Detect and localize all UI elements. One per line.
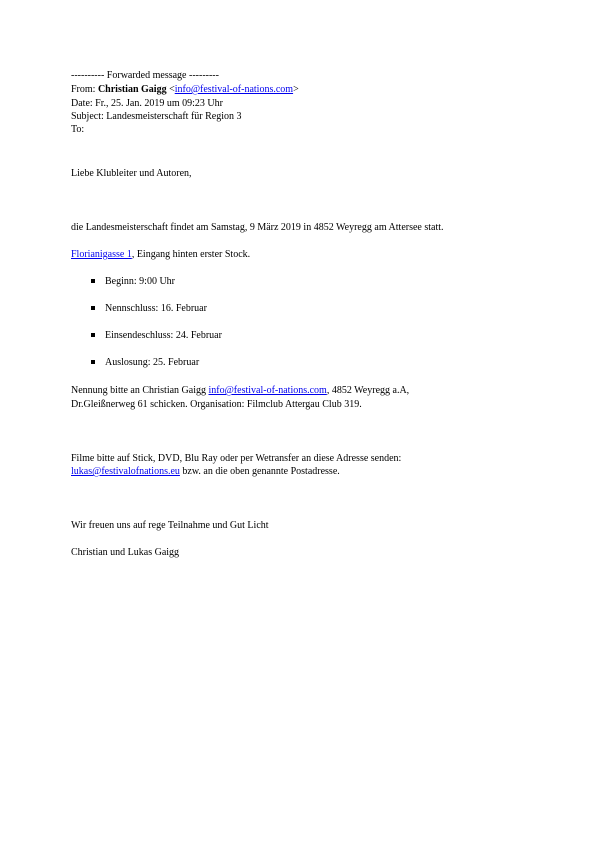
closing-line	[71, 520, 269, 532]
from-email-link[interactable]: info@festival-of-nations.com	[174, 84, 294, 95]
nennung-line-2-text: Dr.Gleißnerweg 61 schicken. Organisation: Filmclub Attergau Club 319.	[71, 399, 362, 410]
filme-post: bzw. an die oben genannte Postadresse.	[179, 466, 340, 477]
bullet-icon	[91, 279, 95, 283]
nennung-post: , 4852 Weyregg a.A,	[326, 385, 410, 396]
to-text: To:	[71, 124, 85, 135]
intro-text: die Landesmeisterschaft findet am Samstag, 9 März 2019 in 4852 Weyregg am Attersee statt.	[71, 222, 444, 233]
list-item	[91, 276, 175, 288]
nennung-line-2	[71, 399, 362, 411]
bullet-icon	[91, 306, 95, 310]
signature-line	[71, 547, 179, 559]
from-label: From:	[71, 84, 98, 95]
from-close: >	[293, 84, 299, 95]
list-item-text: Auslosung: 25. Februar	[105, 357, 200, 368]
filme-line-1	[71, 453, 401, 465]
list-item	[91, 303, 207, 315]
greeting	[71, 168, 192, 180]
list-item	[91, 330, 222, 342]
address-rest: , Eingang hinten erster Stock.	[131, 249, 251, 260]
from-line	[71, 84, 299, 96]
subject-line	[71, 111, 242, 123]
list-item-text: Einsendeschluss: 24. Februar	[105, 330, 222, 341]
to-line	[71, 124, 84, 136]
forwarded-label: ---------- Forwarded message ---------	[71, 70, 219, 81]
nennung-line-1	[71, 385, 409, 397]
bullet-icon	[91, 360, 95, 364]
from-open: <	[166, 84, 175, 95]
signature-text: Christian und Lukas Gaigg	[71, 547, 180, 558]
list-item	[91, 357, 199, 369]
bullet-icon	[91, 333, 95, 337]
address-link[interactable]: Florianigasse 1	[71, 249, 132, 260]
nennung-pre: Nennung bitte an Christian Gaigg	[71, 385, 209, 396]
list-item-text: Nennschluss: 16. Februar	[105, 303, 207, 314]
closing-text: Wir freuen uns auf rege Teilnahme und Gut Licht	[71, 520, 269, 531]
list-item-text: Beginn: 9:00 Uhr	[105, 276, 175, 287]
filme-line-2	[71, 466, 340, 478]
forwarded-header	[71, 70, 219, 82]
filme-line-1-text: Filme bitte auf Stick, DVD, Blu Ray oder per Wetransfer an diese Adresse senden:	[71, 453, 402, 464]
subject-text: Subject: Landesmeisterschaft für Region 3	[71, 111, 242, 122]
date-line	[71, 98, 223, 110]
date-text: Date: Fr., 25. Jan. 2019 um 09:23 Uhr	[71, 98, 223, 109]
greeting-text: Liebe Klubleiter und Autoren,	[71, 168, 192, 179]
nennung-email-link[interactable]: info@festival-of-nations.com	[208, 385, 327, 396]
filme-email-link[interactable]: lukas@festivalofnations.eu	[71, 466, 180, 477]
intro-paragraph	[71, 222, 444, 234]
address-line	[71, 249, 250, 261]
from-name: Christian Gaigg	[97, 84, 167, 95]
